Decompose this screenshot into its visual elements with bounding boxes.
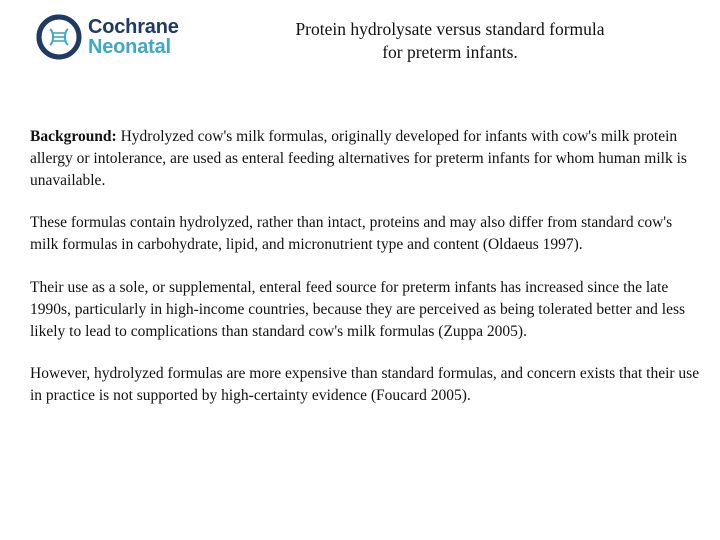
- background-label: Background:: [30, 128, 117, 145]
- cochrane-neonatal-logo: [36, 14, 179, 60]
- title-line-1: Protein hydrolysate versus standard formula: [295, 19, 605, 39]
- logo-wordmark: [88, 17, 179, 57]
- logo-line-neonatal: Neonatal: [88, 36, 171, 58]
- title-line-2: for preterm infants.: [382, 42, 518, 62]
- page-title: [250, 18, 650, 64]
- paragraph-background: [30, 126, 700, 191]
- background-text: Hydrolyzed cow's milk formulas, originally developed for infants with cow's milk protein allergy or intolerance, are used as enteral feeding alternatives for preterm infants for whom human milk is unavailable.: [30, 128, 687, 189]
- logo-line-cochrane: Cochrane: [88, 16, 179, 38]
- cochrane-logo-icon: [36, 14, 82, 60]
- body-content: [30, 126, 700, 428]
- paragraph-cost: However, hydrolyzed formulas are more expensive than standard formulas, and concern exists that their use in practice is not supported by high-certainty evidence (Foucard 2005).: [30, 365, 700, 405]
- paragraph-formulas: These formulas contain hydrolyzed, rather than intact, proteins and may also differ from standard cow's milk formulas in carbohydrate, lipid, and micronutrient type and content (Oldaeus 1997).: [30, 214, 673, 254]
- paragraph-usage: Their use as a sole, or supplemental, enteral feed source for preterm infants has increased since the late 1990s, particularly in high-income countries, because they are perceived as being tolerated better and less likely to lead to complications than standard cow's milk formulas (Zuppa 2005).: [30, 278, 686, 340]
